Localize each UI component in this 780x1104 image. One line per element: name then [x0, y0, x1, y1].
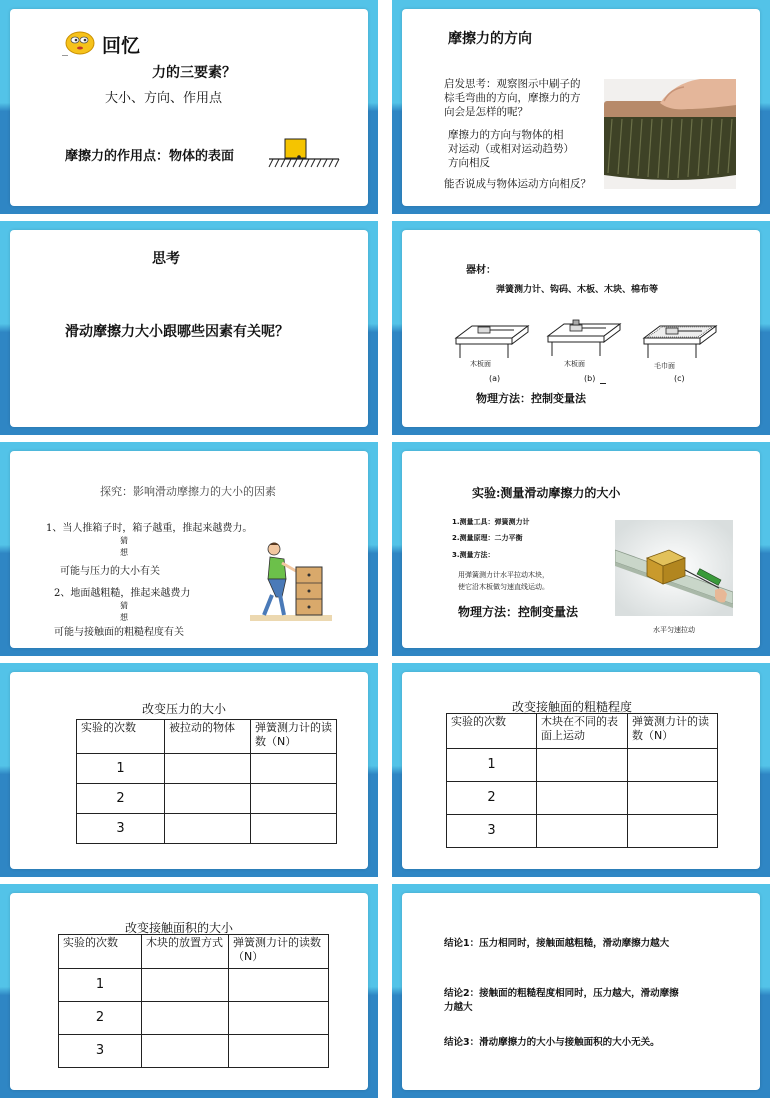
header-trial: 实验的次数: [447, 714, 537, 749]
slide-1: [0, 0, 378, 214]
tool: 1.测量工具：弹簧测力计: [452, 518, 530, 526]
question: 能否说成与物体运动方向相反？: [444, 178, 591, 190]
surface-label-a: 木板面: [470, 360, 491, 368]
table-cell[interactable]: [537, 749, 628, 782]
table-cell[interactable]: [628, 749, 718, 782]
answer: 大小、方向、作用点: [105, 91, 223, 106]
header-reading: 弹簧测力计的读数（N）: [628, 714, 718, 749]
slide-title: 思考: [152, 251, 180, 267]
direction-line-2: 对运动（或相对运动趋势）: [448, 143, 574, 155]
slide-8: [392, 663, 770, 877]
direction-line-3: 方向相反: [448, 157, 490, 169]
conclusion-3: 结论3：滑动摩擦力的大小与接触面积的大小无关。: [444, 1037, 660, 1048]
guess-1a: 猜: [120, 536, 128, 545]
method-line-1: 用弹簧测力计水平拉动木块，: [458, 571, 549, 579]
conclusion-2-line-1: 结论2：接触面的粗糙程度相同时，压力越大，滑动摩擦: [444, 988, 679, 999]
heading: 回忆: [102, 35, 141, 57]
caption-b-underline: [600, 383, 606, 384]
header-reading: 弹簧测力计的读数（N）: [229, 935, 329, 969]
result-2: 可能与接触面的粗糙程度有关: [54, 627, 184, 638]
item-1: 1、当人推箱子时，箱子越重，推起来越费力。: [46, 523, 253, 534]
experiment-figure-a: [452, 318, 532, 362]
row-number: 2: [447, 782, 537, 815]
image-caption: 水平匀速拉动: [653, 626, 695, 634]
slide-title: 实验:测量滑动摩擦力的大小: [472, 486, 621, 500]
row-number: 1: [447, 749, 537, 782]
pulling-block-photo: [615, 520, 733, 616]
row-number: 3: [447, 815, 537, 848]
slide-5: [0, 442, 378, 656]
item-2: 2、地面越粗糙，推起来越费力: [54, 588, 191, 599]
caption-a: (a): [489, 374, 501, 383]
experiment-figure-c: [640, 318, 722, 362]
table-cell[interactable]: [229, 969, 329, 1002]
table-cell[interactable]: [165, 754, 251, 784]
header-trial: 实验的次数: [59, 935, 142, 969]
guess-2a: 猜: [120, 601, 128, 610]
method: 物理方法：控制变量法: [476, 392, 586, 405]
header-placement: 木块的放置方式: [142, 935, 229, 969]
slide-card: [10, 9, 368, 206]
hint-line-1: 启发思考：观察图示中刷子的: [444, 78, 581, 90]
person-pushing-box-illustration: [248, 537, 334, 623]
slide-card: [402, 672, 760, 869]
table-cell[interactable]: [229, 1002, 329, 1035]
slide-6: [392, 442, 770, 656]
question: 滑动摩擦力大小跟哪些因素有关呢？: [65, 324, 289, 340]
principle: 2.测量原理：二力平衡: [452, 534, 523, 542]
table-cell[interactable]: [628, 782, 718, 815]
slide-title: 摩擦力的方向: [448, 31, 532, 47]
slide-card: [10, 230, 368, 427]
caption-b: (b): [584, 374, 596, 383]
method-label: 3.测量方法：: [452, 551, 495, 559]
row-number: 1: [77, 754, 165, 784]
hint-line-2: 棕毛弯曲的方向，摩擦力的方: [444, 92, 581, 104]
table-cell[interactable]: [251, 784, 337, 814]
slide-card: [402, 893, 760, 1090]
table-cell[interactable]: [142, 1035, 229, 1068]
row-number: 3: [59, 1035, 142, 1068]
point-label: 摩擦力的作用点：物体的表面: [65, 149, 235, 164]
row-number: 2: [59, 1002, 142, 1035]
table-cell[interactable]: [142, 1002, 229, 1035]
materials-list: 弹簧测力计、钩码、木板、木块、棉布等: [496, 285, 659, 295]
table-cell[interactable]: [165, 814, 251, 844]
slide-card: [402, 230, 760, 427]
emoji-face-icon: [62, 30, 96, 56]
slide-card: [10, 451, 368, 648]
slide-card: [10, 672, 368, 869]
direction-line-1: 摩擦力的方向与物体的相: [448, 129, 564, 141]
slide-4: [392, 221, 770, 435]
hint-line-3: 向会是怎样的呢？: [444, 106, 528, 118]
experiment-figure-b: [544, 316, 624, 360]
caption-c: (c): [674, 374, 685, 383]
slide-title: 改变接触面积的大小: [125, 921, 234, 935]
table-cell[interactable]: [537, 815, 628, 848]
slide-2: [392, 0, 770, 214]
slide-10: [392, 884, 770, 1098]
row-number: 3: [77, 814, 165, 844]
header-trial: 实验的次数: [77, 720, 165, 754]
surface-label-b: 木板面: [564, 360, 585, 368]
guess-1b: 想: [120, 548, 128, 557]
slide-title: 改变压力的大小: [142, 702, 227, 716]
header-surface: 木块在不同的表面上运动: [537, 714, 628, 749]
row-number: 1: [59, 969, 142, 1002]
slide-9: [0, 884, 378, 1098]
data-table: [76, 719, 337, 844]
table-cell[interactable]: [251, 814, 337, 844]
slide-card: [402, 451, 760, 648]
slide-7: [0, 663, 378, 877]
method-line-2: 使它沿木板做匀速直线运动。: [458, 583, 549, 591]
slide-card: [402, 9, 760, 206]
table-cell[interactable]: [165, 784, 251, 814]
data-table: [58, 934, 329, 1068]
table-cell[interactable]: [537, 782, 628, 815]
slide-card: [10, 893, 368, 1090]
table-cell[interactable]: [628, 815, 718, 848]
data-table: [446, 713, 718, 848]
block-on-surface-diagram: [265, 137, 341, 171]
header-reading: 弹簧测力计的读数（N）: [251, 720, 337, 754]
brush-photo: [604, 79, 736, 189]
slide-title: 改变接触面的粗糙程度: [512, 700, 633, 714]
header-object: 被拉动的物体: [165, 720, 251, 754]
conclusion-1: 结论1：压力相同时，接触面越粗糙，滑动摩擦力越大: [444, 938, 670, 949]
physics-method: 物理方法：控制变量法: [458, 605, 579, 619]
question: 力的三要素？: [152, 65, 236, 81]
table-cell[interactable]: [142, 969, 229, 1002]
result-1: 可能与压力的大小有关: [60, 566, 160, 577]
row-number: 2: [77, 784, 165, 814]
slide-title: 探究：影响滑动摩擦力的大小的因素: [100, 485, 276, 498]
table-cell[interactable]: [229, 1035, 329, 1068]
guess-2b: 想: [120, 613, 128, 622]
slide-3: [0, 221, 378, 435]
surface-label-c: 毛巾面: [654, 362, 675, 370]
materials-label: 器材：: [466, 265, 496, 276]
conclusion-2-line-2: 力越大: [444, 1002, 473, 1013]
table-cell[interactable]: [251, 754, 337, 784]
